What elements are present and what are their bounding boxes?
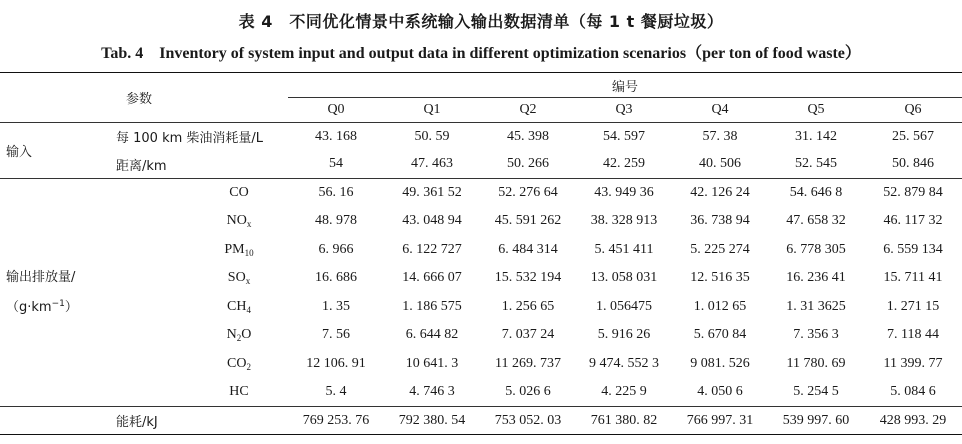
output-value: 13. 058 031 xyxy=(590,270,658,286)
output-value: 47. 658 32 xyxy=(786,213,846,229)
input-value: 47. 463 xyxy=(411,156,453,172)
energy-value: 539 997. 60 xyxy=(782,412,850,428)
output-value: 5. 225 274 xyxy=(690,241,750,257)
output-value: 15. 532 194 xyxy=(494,270,562,286)
output-value: 5. 451 411 xyxy=(594,241,654,257)
table-title-english: Tab. 4 Inventory of system input and output data in different optimization scenarios（per ton of food waste） xyxy=(101,45,861,62)
output-value: 9 081. 526 xyxy=(690,355,750,371)
input-value: 45. 398 xyxy=(507,128,549,144)
output-value: 4. 746 3 xyxy=(409,384,455,399)
output-row xyxy=(0,264,962,293)
output-value: 42. 126 24 xyxy=(690,185,750,200)
energy-value: 761 380. 82 xyxy=(590,412,658,428)
output-value: 38. 328 913 xyxy=(590,213,658,229)
output-value: 1. 35 xyxy=(322,298,350,314)
pollutant-label xyxy=(110,350,288,379)
input-value: 52. 545 xyxy=(795,156,837,172)
output-value: 6. 966 xyxy=(318,241,354,257)
pollutant-label xyxy=(110,378,288,407)
output-value: 1. 31 3625 xyxy=(786,298,846,314)
pollutant-suffix: O xyxy=(241,327,252,343)
output-value: 16. 686 xyxy=(315,270,357,286)
input-value: 25. 567 xyxy=(892,128,934,144)
energy-value: 766 997. 31 xyxy=(686,412,754,428)
energy-row xyxy=(0,407,962,435)
output-value: 7. 356 3 xyxy=(793,327,839,343)
pollutant-base: NO xyxy=(226,213,247,229)
input-value: 54 xyxy=(329,156,343,172)
output-value: 52. 276 64 xyxy=(498,185,558,200)
input-value: 50. 846 xyxy=(892,156,934,172)
scenario-header-q0: Q0 xyxy=(288,98,384,123)
inventory-table xyxy=(0,72,962,435)
pollutant-base: SO xyxy=(227,270,246,286)
input-value: 43. 168 xyxy=(315,128,357,144)
input-value: 40. 506 xyxy=(699,156,741,172)
output-value: 12. 516 35 xyxy=(690,270,750,286)
output-value: 4. 225 9 xyxy=(601,384,647,399)
pollutant-label xyxy=(110,321,288,350)
output-value: 1. 271 15 xyxy=(886,298,940,314)
pollutant-subscript: 10 xyxy=(244,247,254,258)
pollutant-subscript: 2 xyxy=(246,361,251,372)
output-group-label-line1: 输出排放量/ xyxy=(6,269,76,285)
pollutant-subscript: 4 xyxy=(246,304,251,315)
pollutant-label xyxy=(110,236,288,265)
pollutant-base: N xyxy=(226,327,237,343)
input-value: 54. 597 xyxy=(603,128,645,144)
input-param-label: 每 100 km 柴油消耗量/L xyxy=(116,131,264,147)
input-param-label: 距离/km xyxy=(116,158,167,174)
scenario-header-q5: Q5 xyxy=(768,98,864,123)
energy-label: 能耗/kJ xyxy=(116,415,158,430)
code-header: 编号 xyxy=(611,79,638,95)
input-group-label: 输入 xyxy=(6,145,33,160)
output-row xyxy=(0,378,962,407)
output-value: 52. 879 84 xyxy=(883,185,943,200)
output-value: 45. 591 262 xyxy=(494,213,562,229)
output-value: 1. 186 575 xyxy=(402,298,462,314)
pollutant-label xyxy=(110,207,288,236)
output-value: 11 780. 69 xyxy=(786,355,846,371)
output-row xyxy=(0,321,962,350)
output-group-label-line2 xyxy=(6,293,110,323)
pollutant-label xyxy=(110,293,288,322)
output-value: 15. 711 41 xyxy=(883,270,943,286)
pollutant-base: CO xyxy=(227,355,247,371)
energy-value: 769 253. 76 xyxy=(302,412,370,428)
input-value: 50. 59 xyxy=(414,128,450,144)
input-value: 42. 259 xyxy=(603,156,645,172)
pollutant-base: HC xyxy=(229,384,249,399)
output-value: 48. 978 xyxy=(315,213,357,229)
output-value: 5. 254 5 xyxy=(793,384,839,399)
pollutant-base: PM xyxy=(224,241,245,257)
input-row xyxy=(0,151,962,179)
output-value: 7. 118 44 xyxy=(887,327,939,343)
output-value: 6. 644 82 xyxy=(405,327,459,343)
scenario-header-q1: Q1 xyxy=(384,98,480,123)
output-value: 7. 56 xyxy=(322,327,350,343)
output-unit-sup: −1 xyxy=(51,298,65,309)
pollutant-base: CO xyxy=(229,185,249,200)
output-value: 43. 949 36 xyxy=(594,185,654,200)
output-row xyxy=(0,236,962,265)
pollutant-subscript: x xyxy=(245,276,251,287)
output-value: 14. 666 07 xyxy=(402,270,462,286)
output-value: 5. 084 6 xyxy=(890,384,936,399)
output-value: 7. 037 24 xyxy=(501,327,555,343)
output-value: 56. 16 xyxy=(318,185,354,200)
pollutant-subscript: 2 xyxy=(236,333,242,344)
input-value: 31. 142 xyxy=(795,128,837,144)
output-value: 10 641. 3 xyxy=(405,355,459,371)
param-header: 参数 xyxy=(125,92,152,107)
energy-value: 428 993. 29 xyxy=(879,412,947,428)
output-value: 5. 916 26 xyxy=(597,327,651,343)
output-value: 11 269. 737 xyxy=(495,355,561,371)
output-row xyxy=(0,179,962,208)
output-value: 6. 122 727 xyxy=(402,241,462,257)
output-value: 6. 778 305 xyxy=(786,241,846,257)
input-row xyxy=(0,123,962,151)
output-value: 6. 559 134 xyxy=(883,241,943,257)
output-value: 5. 4 xyxy=(325,384,347,399)
output-value: 36. 738 94 xyxy=(690,213,750,229)
output-value: 16. 236 41 xyxy=(786,270,846,286)
pollutant-label xyxy=(110,264,288,293)
output-value: 49. 361 52 xyxy=(402,185,462,200)
scenario-header-q3: Q3 xyxy=(576,98,672,123)
energy-value: 753 052. 03 xyxy=(494,412,562,428)
energy-value: 792 380. 54 xyxy=(398,412,466,428)
pollutant-label xyxy=(110,179,288,208)
input-value: 57. 38 xyxy=(702,128,738,144)
output-value: 5. 670 84 xyxy=(693,327,747,343)
output-value: 46. 117 32 xyxy=(883,213,943,229)
output-value: 11 399. 77 xyxy=(883,355,943,371)
scenario-header-q2: Q2 xyxy=(480,98,576,123)
output-value: 12 106. 91 xyxy=(306,355,366,371)
output-value: 1. 256 65 xyxy=(501,298,555,314)
pollutant-subscript: x xyxy=(246,219,252,230)
output-unit-text: （g·km xyxy=(6,299,52,315)
output-value: 9 474. 552 3 xyxy=(589,355,659,371)
output-value: 6. 484 314 xyxy=(498,241,558,257)
output-value: 1. 012 65 xyxy=(693,298,747,314)
table-title-chinese: 表 4 不同优化情景中系统输入输出数据清单（每 1 t 餐厨垃圾） xyxy=(238,12,724,31)
input-section xyxy=(0,123,962,179)
output-row xyxy=(0,350,962,379)
output-row xyxy=(0,207,962,236)
scenario-header-q4: Q4 xyxy=(672,98,768,123)
input-value: 50. 266 xyxy=(507,156,549,172)
pollutant-base: CH xyxy=(227,298,247,314)
output-value: 1. 056475 xyxy=(596,298,652,314)
output-value: 4. 050 6 xyxy=(697,384,743,399)
header-row-1 xyxy=(0,73,962,98)
output-row xyxy=(0,293,962,322)
output-value: 5. 026 6 xyxy=(505,384,551,399)
output-section xyxy=(0,179,962,407)
output-value: 54. 646 8 xyxy=(789,185,843,200)
output-value: 43. 048 94 xyxy=(402,213,462,229)
output-group-label xyxy=(0,179,110,407)
output-unit-end: ） xyxy=(64,299,78,315)
scenario-header-q6: Q6 xyxy=(864,98,962,123)
